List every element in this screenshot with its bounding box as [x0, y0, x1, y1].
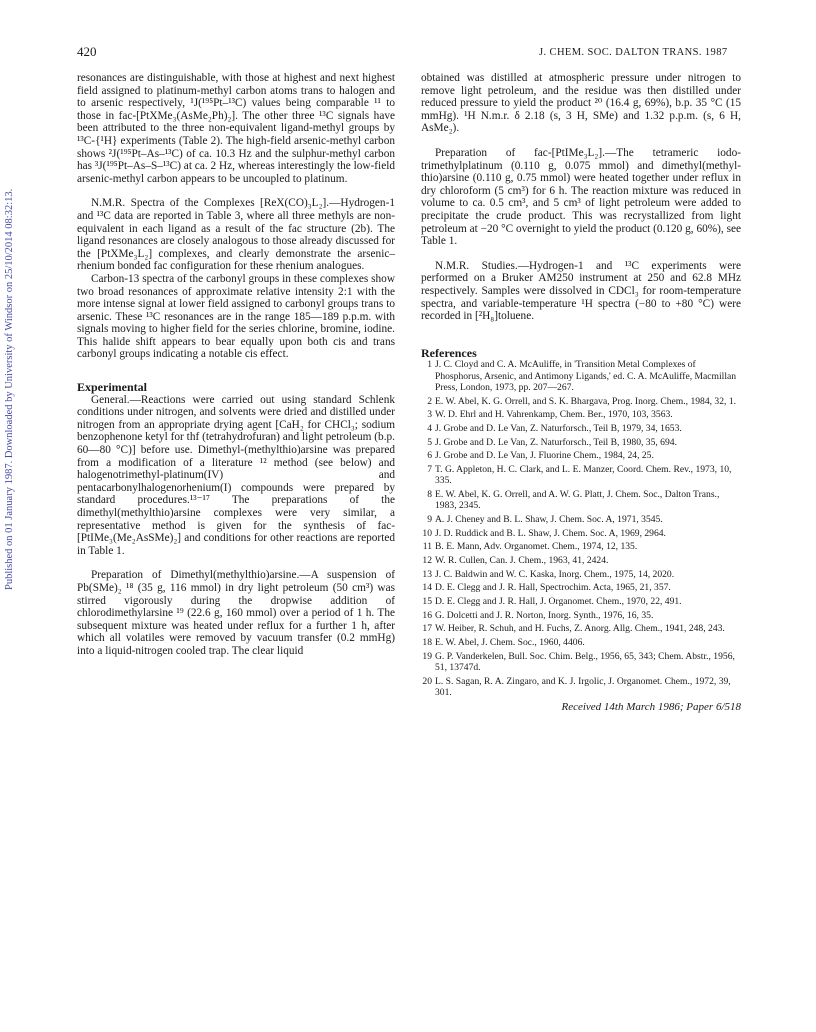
reference-item — [421, 528, 741, 539]
reference-item — [421, 423, 741, 434]
reference-item — [421, 582, 741, 593]
reference-text: J. C. Cloyd and C. A. McAuliffe, in 'Transition Metal Complexes of Phosphorus, Arsenic, and Antimony Ligands,' ed. C. A. McAuliffe, Macmillan Press, London, 1973, pp. 207—267. — [435, 359, 737, 393]
reference-list — [421, 359, 741, 698]
reference-number: 19 — [422, 650, 432, 662]
reference-item — [421, 489, 741, 512]
reference-item — [421, 409, 741, 420]
reference-number: 11 — [422, 541, 432, 553]
reference-item — [421, 359, 741, 393]
reference-item — [421, 610, 741, 621]
reference-text: J. D. Ruddick and B. L. Shaw, J. Chem. Soc. A, 1969, 2964. — [435, 527, 666, 539]
reference-text: B. E. Mann, Adv. Organomet. Chem., 1974, 12, 135. — [435, 541, 638, 553]
reference-item — [421, 541, 741, 552]
reference-number: 10 — [422, 527, 432, 539]
reference-text: E. W. Abel, K. G. Orrell, and S. K. Bhargava, Prog. Inorg. Chem., 1984, 32, 1. — [435, 395, 737, 407]
reference-item — [421, 396, 741, 407]
reference-number: 1 — [427, 359, 432, 371]
reference-text: W. D. Ehrl and H. Vahrenkamp, Chem. Ber., 1970, 103, 3563. — [435, 409, 673, 421]
reference-number: 16 — [422, 609, 432, 621]
paragraph-general: General.—Reactions were carried out using standard Schlenk conditions under nitrogen, and solvents were dried and distilled under nitrogen from an appropriate drying agent [CaH₂ for CHCl₃; sodium benzophenone ketyl for thf (tetrahydrofuran) and light petroleum (b.p. 60—80 °C)] before use. Dimethyl-(methylthio)arsine was prepared from a modification of a literature ¹² method (see below) and halogenotrimethyl-platinum(IV) and pentacarbonylhalogenorhenium(I) compounds were prepared by standard procedures.¹³⁻¹⁷ The preparations of the dimethyl(methylthio)arsine complexes were very similar, a representative method is given for the synthesis of fac-[PtIMe₃(Me₂AsSMe)₂] and conditions for other reactions are reported in Table 1. — [77, 393, 395, 557]
reference-number: 13 — [422, 568, 432, 580]
reference-number: 9 — [427, 513, 432, 525]
reference-number: 6 — [427, 450, 432, 462]
paragraph-carbonyl-spectra: Carbon-13 spectra of the carbonyl groups in these complexes show two broad resonances of approximate relative intensity 2:1 with the more intense signal at lower field assigned to carbonyl groups trans to arsenic. These ¹³C resonances are in the range 185—189 p.p.m. with signals moving to higher field for the series chlorine, bromine, iodine. This halide shift appears to bear equally upon both cis and trans carbonyl groups indicating a notable cis effect. — [77, 272, 395, 361]
references-heading: References — [421, 345, 477, 360]
reference-text: G. Dolcetti and J. R. Norton, Inorg. Synth., 1976, 16, 35. — [435, 609, 654, 621]
reference-number: 20 — [422, 675, 432, 687]
reference-item — [421, 450, 741, 461]
reference-item — [421, 623, 741, 634]
reference-text: W. Heiber, R. Schuh, and H. Fuchs, Z. Anorg. Allg. Chem., 1941, 248, 243. — [435, 623, 725, 635]
paragraph-rhenium-nmr: N.M.R. Spectra of the Complexes [ReX(CO)₃L₂].—Hydrogen-1 and ¹³C data are reported in Table 3, where all three methyls are non-equivalent in each ligand as a result of the fac structure (2b). The ligand resonances are closely analogous to those already discussed for the [PtXMe₃L₂] complexes, and clearly demonstrate the arsenic–rhenium bonded fac configuration for these rhenium analogues. — [77, 197, 395, 273]
reference-number: 2 — [427, 395, 432, 407]
reference-text: W. R. Cullen, Can. J. Chem., 1963, 41, 2424. — [435, 555, 609, 567]
paragraph-pt-coupling: resonances are distinguishable, with those at highest and next highest field assigned to platinum-methyl carbon atoms trans to halogen and to arsenic respectively, ¹J(¹⁹⁵Pt–¹³C) values being comparable ¹¹ to those in fac-[PtXMe₃(AsMe₂Ph)₂]. The other three ¹³C signals have been attributed to the three non-equivalent ligand-methyl groups by ¹³C-{¹H} experiments (Table 2). The high-field arsenic-methyl carbon shows ²J(¹⁹⁵Pt–As–¹³C) of ca. 10.3 Hz and the sulphur-methyl carbon has ³J(¹⁹⁵Pt–As–S–¹³C) at ca. 2 Hz, whereas interestingly the low-field arsenic-methyl carbon appears to be uncoupled to platinum. — [77, 72, 395, 185]
reference-text: J. Grobe and D. Le Van, Z. Naturforsch., Teil B, 1979, 34, 1653. — [435, 422, 682, 434]
paragraph-distillation: obtained was distilled at atmospheric pressure under nitrogen to remove light petroleum, and the residue was then distilled under reduced pressure to yield the product ²⁰ (16.4 g, 69%), b.p. 35 °C (15 mmHg). ¹H N.m.r. δ 2.18 (s, 3 H, SMe) and 1.32 p.p.m. (s, 6 H, AsMe₂). — [421, 72, 741, 135]
reference-number: 7 — [427, 464, 432, 475]
left-column — [77, 72, 395, 658]
reference-text: J. C. Baldwin and W. C. Kaska, Inorg. Chem., 1975, 14, 2020. — [435, 568, 675, 580]
paragraph-arsine-preparation: Preparation of Dimethyl(methylthio)arsine.—A suspension of Pb(SMe)₂ ¹⁸ (35 g, 116 mmol) in dry light petroleum (50 cm³) was stirred vigorously during the dropwise addition of chlorodimethylarsine ¹⁹ (22.6 g, 160 mmol) over a period of 1 h. The subsequent mixture was heated under reflux for a further 1 h, after which all volatiles were removed by vacuum transfer (0.2 mmHg) into a liquid-nitrogen cooled trap. The clear liquid — [77, 569, 395, 657]
reference-text: E. W. Abel, J. Chem. Soc., 1960, 4406. — [435, 637, 585, 649]
reference-item — [421, 651, 741, 674]
reference-number: 12 — [422, 555, 432, 567]
reference-text: G. P. Vanderkelen, Bull. Soc. Chim. Belg., 1956, 65, 343; Chem. Abstr., 1956, 51, 13747d. — [435, 650, 735, 674]
reference-text: J. Grobe and D. Le Van, Z. Naturforsch., Teil B, 1980, 35, 694. — [435, 436, 677, 448]
reference-number: 3 — [427, 409, 432, 421]
reference-item — [421, 514, 741, 525]
reference-item — [421, 676, 741, 699]
reference-text: D. E. Clegg and J. R. Hall, Spectrochim. Acta, 1965, 21, 357. — [435, 582, 671, 594]
reference-number: 8 — [427, 488, 432, 500]
reference-text: E. W. Abel, K. G. Orrell, and A. W. G. Platt, J. Chem. Soc., Dalton Trans., 1983, 2345. — [435, 488, 720, 512]
reference-item — [421, 569, 741, 580]
reference-text: D. E. Clegg and J. R. Hall, J. Organomet. Chem., 1970, 22, 491. — [435, 596, 682, 608]
received-date: Received 14th March 1986; Paper 6/518 — [561, 700, 741, 713]
reference-text: J. Grobe and D. Le Van, J. Fluorine Chem., 1984, 24, 25. — [435, 450, 654, 462]
reference-number: 18 — [422, 637, 432, 649]
reference-number: 5 — [427, 436, 432, 448]
reference-number: 4 — [427, 422, 432, 434]
reference-item — [421, 464, 741, 487]
reference-number: 14 — [422, 582, 432, 594]
right-column — [421, 72, 741, 713]
reference-text: T. G. Appleton, H. C. Clark, and L. E. Manzer, Coord. Chem. Rev., 1973, 10, 335. — [435, 464, 732, 487]
reference-number: 15 — [422, 596, 432, 608]
reference-item — [421, 637, 741, 648]
paragraph-nmr-studies: N.M.R. Studies.—Hydrogen-1 and ¹³C experiments were performed on a Bruker AM250 instrument at 250 and 62.8 MHz respectively. Samples were dissolved in CDCl₃ for room-temperature spectra, and variable-temperature ¹H spectra (−80 to +80 °C) were recorded in [²H₈]toluene. — [421, 259, 741, 323]
reference-text: L. S. Sagan, R. A. Zingaro, and K. J. Irgolic, J. Organomet. Chem., 1972, 39, 301. — [435, 675, 731, 699]
journal-header: J. CHEM. SOC. DALTON TRANS. 1987 — [539, 47, 728, 58]
reference-item — [421, 555, 741, 566]
page-number: 420 — [77, 44, 97, 59]
experimental-heading: Experimental — [77, 380, 147, 395]
download-watermark[interactable]: Published on 01 January 1987. Downloaded by University of Windsor on 25/10/2014 08:32:13. — [4, 188, 15, 590]
paragraph-pt-complex-preparation: Preparation of fac-[PtIMe₃L₂].—The tetrameric iodo-trimethylplatinum (0.110 g, 0.075 mmol) and dimethyl(methyl-thio)arsine (0.110 g, 0.75 mmol) were heated together under reflux in dry chloroform (5 cm³) for 6 h. The reaction mixture was reduced in volume to ca. 0.5 cm³, and 5 cm³ of light petroleum were added to precipitate the crude product. This was recrystallized from light petroleum at −20 °C overnight to yield the product (0.120 g, 60%), see Table 1. — [421, 146, 741, 248]
reference-item — [421, 596, 741, 607]
reference-item — [421, 437, 741, 448]
reference-number: 17 — [422, 623, 432, 635]
reference-text: A. J. Cheney and B. L. Shaw, J. Chem. Soc. A, 1971, 3545. — [435, 513, 663, 525]
